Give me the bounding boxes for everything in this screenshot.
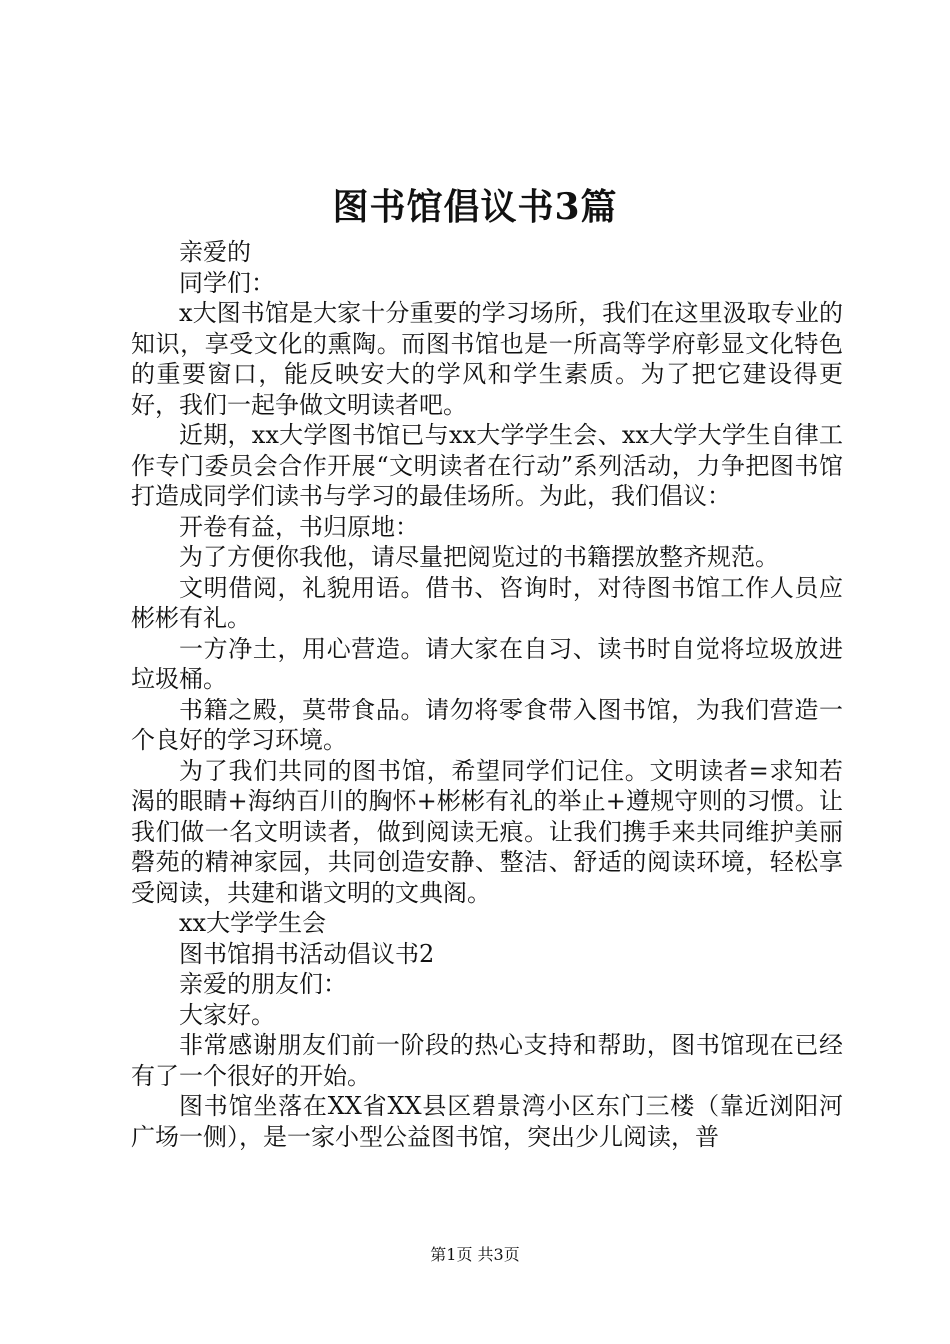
body-paragraph: 文明借阅，礼貌用语。借书、咨询时，对待图书馆工作人员应彬彬有礼。: [131, 573, 843, 632]
body-paragraph: 开卷有益，书归原地：: [179, 512, 419, 541]
salutation-line-1: 亲爱的: [179, 238, 251, 266]
body-paragraph: 为了我们共同的图书馆，希望同学们记住。文明读者=求知若渴的眼睛+海纳百川的胸怀+彬彬有礼的举止+遵规守则的习惯。让我们做一名文明读者，做到阅读无痕。让我们携手来共同维护美丽磬苑的精神家园，共同创造安静、整洁、舒适的阅读环境，轻松享受阅读，共建和谐文明的文典阁。: [131, 756, 843, 907]
greeting-line: 大家好。: [179, 1000, 275, 1029]
body-paragraph: 非常感谢朋友们前一阶段的热心支持和帮助，图书馆现在已经有了一个很好的开始。: [131, 1031, 843, 1090]
body-paragraph: 一方净土，用心营造。请大家在自习、读书时自觉将垃圾放进垃圾桶。: [131, 634, 843, 693]
page-number-footer: 第1页 共3页: [430, 1245, 520, 1264]
section-heading: 图书馆捐书活动倡议书2: [179, 939, 435, 968]
body-paragraph: 近期，xx大学图书馆已与xx大学学生会、xx大学大学生自律工作专门委员会合作开展“文明读者在行动”系列活动，力争把图书馆打造成同学们读书与学习的最佳场所。为此，我们倡议：: [131, 421, 843, 510]
body-paragraph: 图书馆坐落在XX省XX县区碧景湾小区东门三楼（靠近浏阳河广场一侧），是一家小型公益图书馆，突出少儿阅读，普: [131, 1092, 843, 1151]
signature-line: xx大学学生会: [179, 909, 327, 937]
body-paragraph: 为了方便你我他，请尽量把阅览过的书籍摆放整齐规范。: [179, 543, 779, 571]
salutation-line-2: 同学们：: [179, 268, 275, 297]
document-body: [131, 237, 843, 1152]
document-title: 图书馆倡议书3篇: [332, 186, 618, 228]
body-paragraph: 书籍之殿，莫带食品。请勿将零食带入图书馆，为我们营造一个良好的学习环境。: [131, 695, 843, 754]
body-paragraph: x大图书馆是大家十分重要的学习场所，我们在这里汲取专业的知识，享受文化的熏陶。而图书馆也是一所高等学府彰显文化特色的重要窗口，能反映安大的学风和学生素质。为了把它建设得更好，我们一起争做文明读者吧。: [131, 299, 843, 419]
salutation-line: 亲爱的朋友们：: [179, 970, 347, 998]
